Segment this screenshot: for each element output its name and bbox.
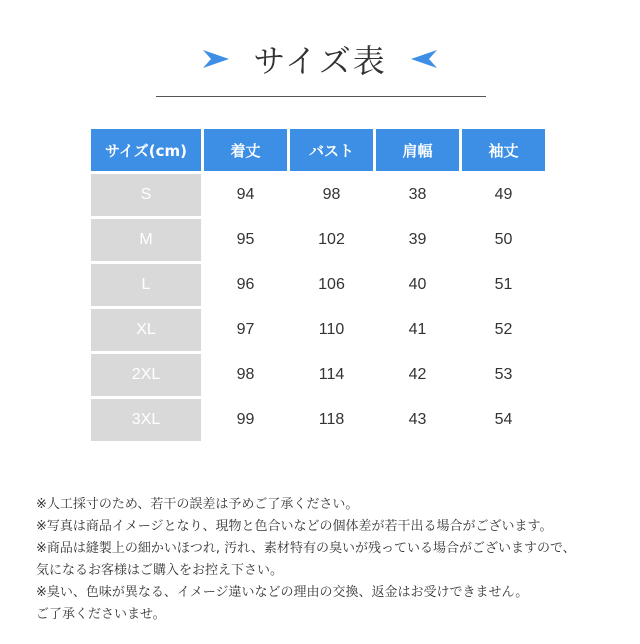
table-cell: 51 xyxy=(494,276,513,293)
table-header-cell: 着丈 xyxy=(204,129,287,171)
table-row xyxy=(91,219,545,261)
title-divider xyxy=(156,96,486,97)
size-label-cell: 2XL xyxy=(91,354,201,396)
note-line: ※臭い、色味が異なる、イメージ違いなどの理由の交換、返金はお受けできません。 xyxy=(36,585,529,600)
table-row xyxy=(91,354,545,396)
table-cell: 118 xyxy=(318,411,345,428)
page-title: サイズ表 xyxy=(253,42,387,80)
table-cell: 98 xyxy=(322,186,341,203)
note-line: ご了承くださいませ。 xyxy=(36,607,166,622)
table-cell: 102 xyxy=(318,231,345,248)
table-cell: 114 xyxy=(318,366,345,383)
size-label-cell: S xyxy=(91,174,201,216)
size-label-cell: L xyxy=(91,264,201,306)
size-label-cell: 3XL xyxy=(91,399,201,441)
table-cell: 53 xyxy=(494,366,513,383)
table-cell: 39 xyxy=(408,231,427,248)
size-label-cell: XL xyxy=(91,309,201,351)
table-cell: 54 xyxy=(494,411,513,428)
table-cell: 99 xyxy=(236,411,255,428)
table-header-cell: 袖丈 xyxy=(462,129,545,171)
table-cell: 52 xyxy=(494,321,513,338)
note-line: ※人工採寸のため、若干の誤差は予めご了承ください。 xyxy=(36,497,359,512)
table-header-row xyxy=(91,129,545,171)
table-cell: 40 xyxy=(408,276,427,293)
notes xyxy=(36,494,636,626)
table-row xyxy=(91,309,545,351)
table-cell: 98 xyxy=(236,366,255,383)
table-cell: 50 xyxy=(494,231,513,248)
table-header-cell: サイズ(cm) xyxy=(91,129,201,171)
table-row xyxy=(91,174,545,216)
table-cell: 94 xyxy=(236,186,255,203)
table-header-cell: 肩幅 xyxy=(376,129,459,171)
note-line: ※商品は縫製上の細かいほつれ, 汚れ、素材特有の臭いが残っている場合がございますので、 xyxy=(36,541,576,556)
table-cell: 110 xyxy=(318,321,345,338)
table-cell: 97 xyxy=(236,321,255,338)
size-label-cell: M xyxy=(91,219,201,261)
table-cell: 95 xyxy=(236,231,255,248)
table-row xyxy=(91,264,545,306)
table-cell: 41 xyxy=(408,321,427,338)
table-cell: 49 xyxy=(494,186,513,203)
table-cell: 38 xyxy=(408,186,427,203)
left-arrow-icon xyxy=(407,47,441,71)
table-cell: 96 xyxy=(236,276,255,293)
table-header-cell: バスト xyxy=(290,129,373,171)
note-line: ※写真は商品イメージとなり、現物と色合いなどの個体差が若干出る場合がございます。 xyxy=(36,519,553,534)
title-area xyxy=(0,34,640,84)
right-arrow-icon xyxy=(199,47,233,71)
table-cell: 43 xyxy=(408,411,427,428)
note-line: 気になるお客様はご購入をお控え下さい。 xyxy=(36,563,284,578)
table-row xyxy=(91,399,545,441)
size-table xyxy=(88,126,548,444)
table-cell: 106 xyxy=(318,276,345,293)
table-cell: 42 xyxy=(408,366,427,383)
